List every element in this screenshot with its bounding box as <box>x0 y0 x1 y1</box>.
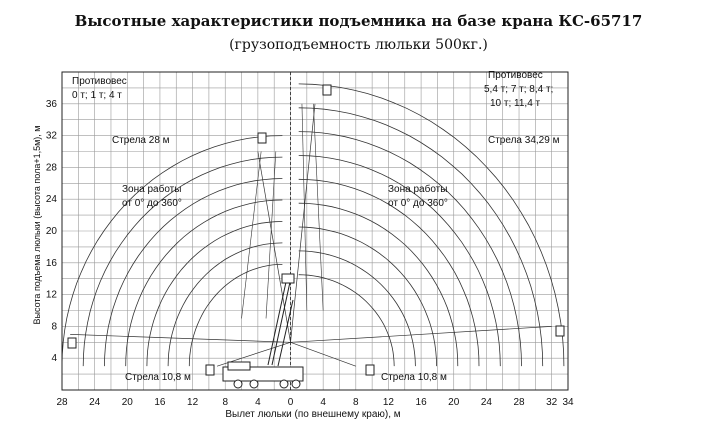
envelope-arc <box>299 108 543 366</box>
zone-left-line1: Зона работы <box>122 184 182 195</box>
envelope-arc <box>147 222 283 367</box>
y-tick-labels <box>46 99 58 364</box>
x-tick-labels <box>56 397 574 408</box>
zone-right-line1: Зона работы <box>388 184 448 195</box>
x-tick-label: 20 <box>121 397 133 408</box>
boom-line <box>70 334 290 342</box>
y-tick-label: 32 <box>45 130 57 142</box>
page-title: Высотные характеристики подъемника на базе крана КС-65717 <box>74 12 643 30</box>
envelope-curves <box>62 84 564 366</box>
envelope-arc <box>299 251 416 366</box>
x-tick-label: 34 <box>562 397 574 408</box>
boom-line <box>302 104 307 311</box>
y-tick-label: 24 <box>45 194 57 206</box>
x-tick-label: 24 <box>480 397 492 408</box>
chart-grid <box>62 72 568 390</box>
left-counterweight-values: 0 т; 1 т; 4 т <box>72 90 122 101</box>
x-tick-label: 20 <box>448 397 460 408</box>
envelope-arc <box>299 227 437 366</box>
envelope-arc <box>299 275 395 366</box>
basket-icon <box>68 85 564 375</box>
x-axis-label: Вылет люльки (по внешнему краю), м <box>225 409 401 420</box>
right-counterweight-values-2: 10 т; 11,4 т <box>490 98 541 109</box>
x-tick-label: 16 <box>415 397 427 408</box>
x-tick-label: 16 <box>154 397 166 408</box>
boom-28-label: Стрела 28 м <box>112 135 170 146</box>
y-tick-label: 16 <box>45 257 57 269</box>
boom-34-label: Стрела 34,29 м <box>488 135 560 146</box>
x-tick-label: 32 <box>546 397 558 408</box>
x-tick-label: 8 <box>222 397 229 408</box>
zone-left-line2: от 0° до 360° <box>122 198 182 209</box>
envelope-arc <box>83 157 282 366</box>
x-tick-label: 4 <box>255 397 261 408</box>
y-tick-label: 4 <box>51 353 57 365</box>
boom-line <box>313 104 323 311</box>
y-tick-label: 8 <box>51 321 57 333</box>
envelope-arc <box>299 84 564 366</box>
x-tick-label: 28 <box>56 397 68 408</box>
y-tick-label: 20 <box>45 226 57 237</box>
x-tick-label: 12 <box>187 397 199 408</box>
x-tick-label: 28 <box>513 397 525 408</box>
y-tick-label: 36 <box>45 98 57 110</box>
x-tick-label: 24 <box>89 397 101 408</box>
y-tick-label: 28 <box>45 162 57 174</box>
crane-truck-icon <box>223 274 303 388</box>
envelope-arc <box>299 203 458 366</box>
left-counterweight-label: Противовес <box>72 76 127 87</box>
y-tick-label: 12 <box>45 289 57 301</box>
boom-short-right-label: Стрела 10,8 м <box>381 372 447 383</box>
page-subtitle: (грузоподъемность люльки 500кг.) <box>229 37 488 53</box>
x-tick-label: 8 <box>353 397 359 408</box>
zone-right-line2: от 0° до 360° <box>388 198 448 209</box>
x-tick-label: 4 <box>320 397 326 408</box>
x-tick-label: 0 <box>287 397 294 408</box>
right-counterweight-label: Противовес <box>488 70 543 81</box>
x-tick-label: 12 <box>382 397 395 408</box>
y-axis-label: Высота подъема люльки (высота пола+1,5м), м <box>32 125 42 325</box>
boom-short-left-label: Стрела 10,8 м <box>125 372 191 383</box>
boom-line <box>242 152 262 319</box>
right-counterweight-values-1: 5,4 т; 7 т; 8,4 т; <box>484 84 554 95</box>
